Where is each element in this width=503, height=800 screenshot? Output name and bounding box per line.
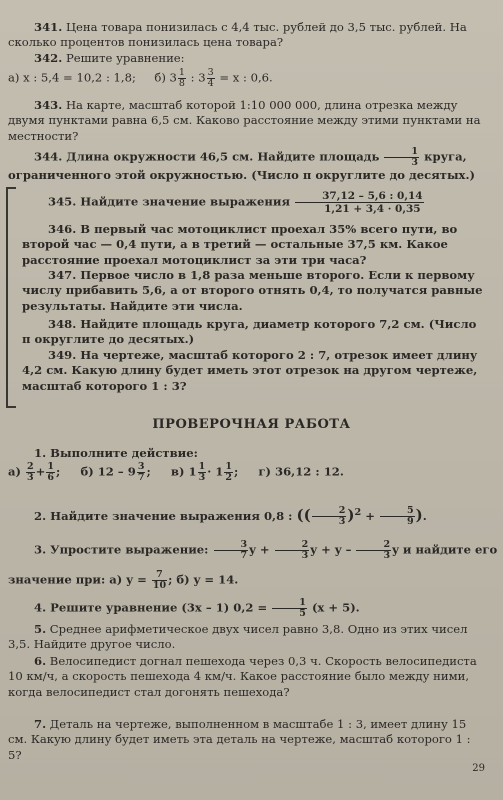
- problem-343: 343. На карте, масштаб которой 1:10 000 000, длина отрезка между двумя пунктами равна 6,5 см. Каково расстояние между этими пунктами на местности?: [8, 98, 481, 143]
- test-2: 2. Найдите значение выражения 0,8 : (( $\frac{2}{3}$ )$^2$ + $\frac{5}{9}$ ).: [34, 505, 427, 528]
- test-7: 7. Деталь на чертеже, выполненном в масштабе 1 : 3, имеет длину 15 см. Какую длину будет иметь эта деталь на чертеже, масштаб которого 1 : 5?: [8, 717, 471, 762]
- test-3-cont: значение при: а) y = $\frac{7}{10}$ ; б) y = 14.: [8, 569, 239, 591]
- page-number: 29: [472, 762, 485, 774]
- fraction: $\frac{2}{3}$: [27, 461, 34, 483]
- problem-344-cont: ограниченного этой окружностью. (Число π округлите до десятых.): [8, 168, 475, 182]
- fraction: $\frac{1}{3}$: [198, 461, 206, 483]
- problem-347: 347. Первое число в 1,8 раза меньше второго. Если к первому числу прибавить 5,6, а от второго отнять 0,4, то получатся равные результаты. Найдите эти числа.: [22, 268, 483, 313]
- fraction: $\frac{3}{7}$: [214, 540, 249, 561]
- test-5: 5. Среднее арифметическое двух чисел равно 3,8. Одно из этих чисел 3,5. Найдите другое число.: [8, 622, 468, 652]
- fraction: $\frac{5}{9}$: [380, 506, 415, 527]
- fraction: $\frac{37,12 - 5,6 : 0,14}{1,21 + 3,4 \cdot 0,35}$: [295, 190, 423, 215]
- problem-342: 342. Решите уравнение:: [34, 51, 185, 65]
- fraction: $\frac{1}{8}$: [178, 67, 185, 89]
- problem-345: 345. Найдите значение выражения $\frac{37,12 - 5,6 : 0,14}{1,21 + 3,4 \cdot 0,35}$: [48, 190, 423, 215]
- fraction: $\frac{2}{3}$: [275, 540, 310, 561]
- test-4: 4. Решите уравнение (3x – 1) 0,2 = $\frac{1}{5}$ (x + 5).: [34, 597, 360, 619]
- fraction: $\frac{3}{7}$: [137, 461, 145, 483]
- problem-341: 341. Цена товара понизилась с 4,4 тыс. рублей до 3,5 тыс. рублей. На сколько процентов понизилась цена товара?: [8, 20, 467, 50]
- fraction: $\frac{1}{5}$: [272, 598, 307, 619]
- section-heading: ПРОВЕРОЧНАЯ РАБОТА: [152, 417, 351, 432]
- fraction: $\frac{2}{3}$: [356, 540, 391, 561]
- fraction: $\frac{1}{3}$: [384, 147, 419, 168]
- problem-342-equations: а) x : 5,4 = 10,2 : 1,8; б) 3 $\frac{1}{8}$ : 3 $\frac{3}{4}$ = x : 0,6.: [8, 67, 273, 89]
- test-3: 3. Упростите выражение: $\frac{3}{7}$ y + $\frac{2}{3}$ y + y – $\frac{2}{3}$ y и найдите его: [34, 539, 498, 561]
- test-6: 6. Велосипедист догнал пешехода через 0,3 ч. Скорость велосипедиста 10 км/ч, а скорость пешехода 4 км/ч. Какое расстояние было между ними, когда велосипедист стал догонять пешехода?: [8, 654, 477, 699]
- fraction: $\frac{1}{2}$: [225, 461, 232, 483]
- test-1-items: а) $\frac{2}{3}$ + $\frac{1}{6}$ ; б) 12 – 9 $\frac{3}{7}$ ; в) 1 $\frac{1}{3}$ · 1 $\frac{1}{2}$ ; г) 36,12 : 12.: [8, 461, 344, 483]
- fraction: $\frac{2}{3}$: [312, 506, 347, 527]
- group-bracket: [6, 187, 16, 408]
- test-1: 1. Выполните действие:: [34, 446, 198, 460]
- problem-348: 348. Найдите площадь круга, диаметр которого 7,2 см. (Число π округлите до десятых.): [22, 317, 477, 347]
- fraction: $\frac{1}{6}$: [47, 461, 55, 483]
- problem-344: 344. Длина окружности 46,5 см. Найдите площадь $\frac{1}{3}$ круга,: [34, 146, 467, 168]
- fraction: $\frac{7}{10}$: [152, 569, 167, 591]
- problem-349: 349. На чертеже, масштаб которого 2 : 7, отрезок имеет длину 4,2 см. Какую длину будет иметь этот отрезок на другом чертеже, масштаб которого 1 : 3?: [22, 348, 478, 393]
- problem-346: 346. В первый час мотоциклист проехал 35% всего пути, во второй час — 0,4 пути, а в третий — остальные 37,5 км. Какое расстояние проехал мотоциклист за эти три часа?: [22, 222, 458, 267]
- fraction: $\frac{3}{4}$: [207, 67, 214, 89]
